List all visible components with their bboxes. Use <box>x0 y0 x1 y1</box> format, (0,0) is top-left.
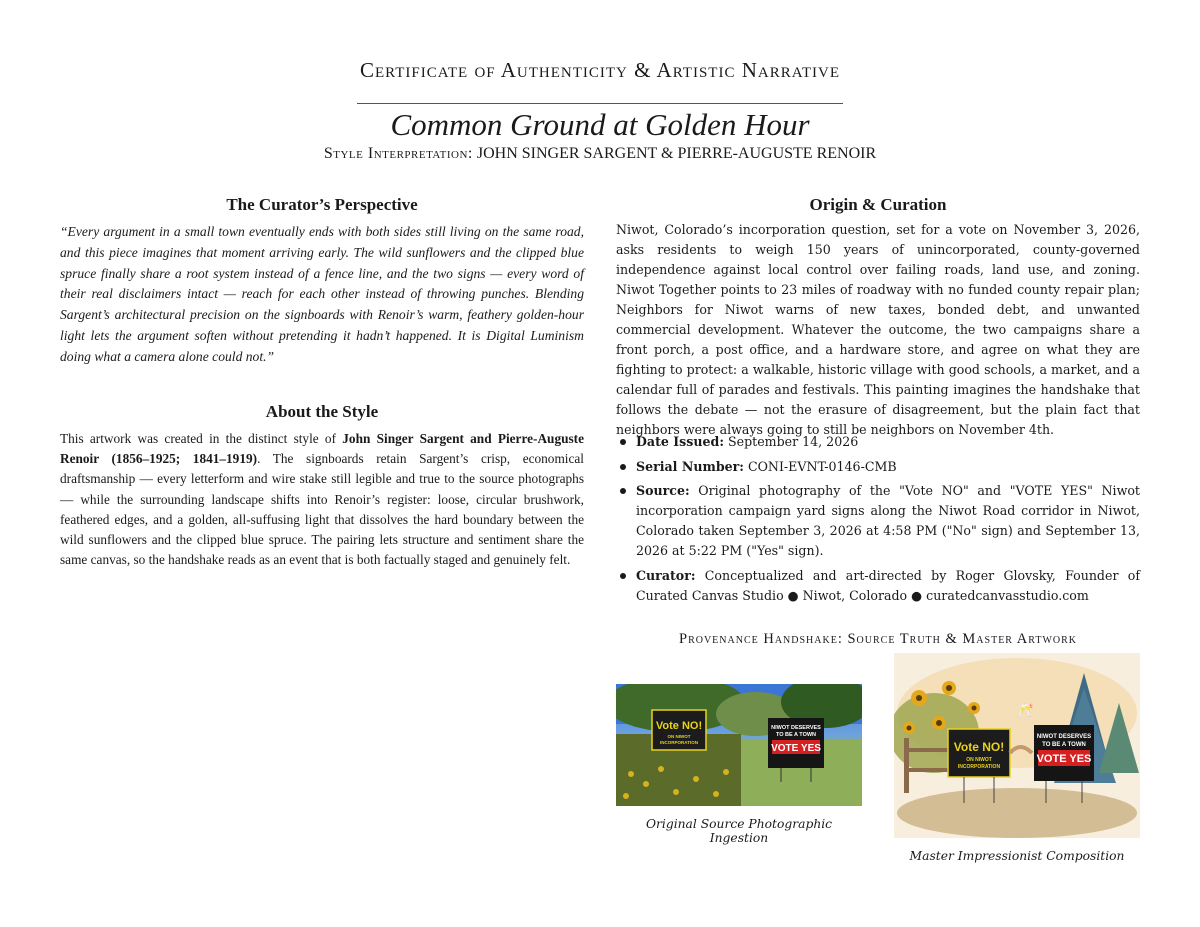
painting-yes-sign-main: VOTE YES <box>1036 753 1092 765</box>
photo-yes-sign-top2: TO BE A TOWN <box>775 732 817 738</box>
painting-no-sign-sub2: INCORPORATION <box>957 764 1001 770</box>
style-label: Style Interpretation: <box>323 145 473 162</box>
provenance-heading: Provenance Handshake: Source Truth & Master Artwork <box>679 631 1077 647</box>
source-photo <box>616 684 862 806</box>
detail-value: CONI-EVNT-0146-CMB <box>747 458 897 474</box>
details-list <box>616 432 1140 610</box>
detail-source <box>616 481 1140 561</box>
master-painting <box>894 653 1140 838</box>
style-interpretation <box>0 145 1200 163</box>
curator-quote: “Every argument in a small town eventually ends with both sides still living on the same road, and this piece imagines that moment arriving early. The wild sunflowers and the clipped blue spruce finally share a root system instead of a fence line, and the two signs — every word of their real disclaimers intact — reach for each other instead of throwing punches. Blending Sargent’s architectural precision on the signboards with Renoir’s warm, feathery golden-hour light lets the argument soften without pretending it hadn’t happened. It is Digital Luminism doing what a camera alone could not.” <box>60 224 584 364</box>
style-artists: JOHN SINGER SARGENT & PIERRE-AUGUSTE RENOIR <box>476 145 877 162</box>
photo-no-sign-sub2: INCORPORATION <box>660 740 698 745</box>
painting-yes-sign-top2: TO BE A TOWN <box>1042 742 1086 748</box>
artwork-title: Common Ground at Golden Hour <box>390 107 810 142</box>
painting-no-sign-main: Vote NO! <box>953 740 1005 754</box>
about-heading: About the Style <box>265 402 379 421</box>
source-photo-illustration <box>616 684 862 806</box>
detail-value: Conceptualized and art-directed by Roger Glovsky, Founder of Curated Canvas Studio ● Niwot, Colorado ● curatedcanvasstudio.com <box>636 567 1140 603</box>
photo-yes-sign-top1: NIWOT DESERVES <box>771 725 821 731</box>
master-painting-illustration <box>894 653 1140 838</box>
detail-value: September 14, 2026 <box>728 434 859 449</box>
photo-no-sign-main: Vote NO! <box>655 720 703 732</box>
detail-serial-number <box>616 457 1140 477</box>
about-intro: This artwork was created in the distinct style of <box>60 431 343 446</box>
photo-no-sign-sub1: ON NIWOT <box>667 734 691 739</box>
detail-label: Curator: <box>636 567 696 583</box>
origin-body: Niwot, Colorado’s incorporation question, set for a vote on November 3, 2026, asks residents to weigh 150 years of unincorporated, county-governed independence against local control over failing roads, land use, and zoning. Niwot Together points to 23 miles of roadway with no funded county repair plan; Neighbors for Niwot warns of new taxes, bonded debt, and unwanted commercial development. Whatever the outcome, the two campaigns share a front porch, a post office, and a hardware store, and agree on what they are fighting to protect: a walkable, historic village with good schools, a market, and a calendar full of parades and festivals. This painting imagines the handshake that follows the debate — not the erasure of disagreement, but the plain fact that neighbors were always going to still be neighbors on November 4th. <box>616 222 1140 437</box>
detail-curator <box>616 566 1140 606</box>
painting-caption: Master Impressionist Composition <box>909 849 1125 863</box>
detail-date-issued <box>616 432 1140 452</box>
detail-value: Original photography of the "Vote NO" and "VOTE YES" Niwot incorporation campaign yard signs along the Niwot Road corridor in Niwot, Colorado taken September 3, 2026 at 4:58 PM ("No" sign) and September 13, 2026 at 5:22 PM ("Yes" sign). <box>636 483 1140 558</box>
about-artists: John Singer Sargent and Pierre-Auguste Renoir (1856–1925; 1841–1919) <box>60 431 584 467</box>
detail-label: Date Issued: <box>636 434 724 449</box>
title-divider <box>357 103 843 104</box>
origin-heading: Origin & Curation <box>809 195 947 214</box>
detail-label: Serial Number: <box>636 458 744 474</box>
toast-glasses-icon: 🥂 <box>1016 703 1034 719</box>
painting-yes-sign-top1: NIWOT DESERVES <box>1036 734 1092 740</box>
photo-caption: Original Source Photographic Ingestion <box>645 817 833 845</box>
certificate-title: Certificate of Authenticity & Artistic Narrative <box>359 58 841 82</box>
painting-no-sign-sub1: ON NIWOT <box>966 757 992 763</box>
about-body <box>60 429 584 570</box>
curator-heading: The Curator’s Perspective <box>226 195 418 214</box>
detail-label: Source: <box>636 483 690 498</box>
about-text: . The signboards retain Sargent’s crisp, economical draftsmanship — every letterform and wire stake still legible and true to the source photographs — while the surrounding landscape shifts into Renoir’s register: loose, circular brushwork, feathered edges, and a golden, all-suffusing light that dissolves the hard boundary between the wild sunflowers and the clipped blue spruce. The pairing lets structure and sentiment share the same canvas, so the handshake reads as an event that is both factually staged and genuinely felt. <box>60 451 584 568</box>
photo-yes-sign-main: VOTE YES <box>771 743 821 754</box>
